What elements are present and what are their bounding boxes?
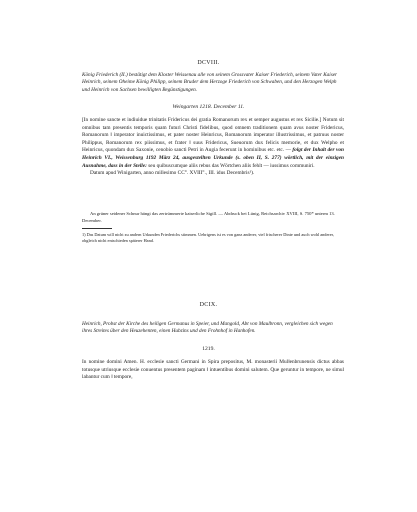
body-text-editorial: folgt der Inhalt der von Heinrich VI., Weissenburg 1192 März 24, ausgestellten Urkunde (s. oben II, S. 277) wörtlich, mit der einzigen Ausnahme, dass in der Stelle:: [82, 147, 344, 169]
document-body: [82, 117, 344, 178]
footnote: 1) Das Datum will nicht zu andern Urkunden Friederichs stimmen. Uebrigens ist es von ganz anderer, viel frischerer Dinte und auch wohl anderer, obgleich nicht entschieden späterer Hand.: [82, 232, 335, 243]
body-datum: Datum apud Winigarten, anno millesimo CC°. XVIII°., III. idus Decembris¹).: [90, 170, 255, 177]
document-date-2: 1219.: [202, 346, 215, 352]
seal-note: An grüner seidener Schnur hängt das zertrümmerte kaiserliche Sigill. — Abdruck bei Lünig, Reichsarchiv XVIII, S. 750* unterm 13. December.: [82, 211, 335, 223]
document-number-2: DCIX.: [199, 302, 218, 308]
document-number: DCVIII.: [197, 60, 220, 66]
document-body-2: In nomine domini Amen. H. ecclesie sancti Germani in Spira prepositus, M. monasterii Mulǁenbrunensis dictus abbas totusque utriusque ecclesie conuentus presentem paginam ǁ intuentibus domini salutem. Que geruntur in tempore, ne simul labantur cum ǁ tempore,: [82, 359, 344, 381]
document-summary: König Friederich (II.) bestätigt dem Kloster Weissenau alle von seinem Grossvater Kaiser Friederich, seinem Vater Kaiser Heinrich, seinem Oheime König Philipp, seinem Bruder dem Herzoge Friederich von Schwaben, und den Herzogen Welph und Heinrich von Sachsen bewilligten Begünstigungen.: [82, 72, 338, 93]
body-text-latin-end: seu quibuscumque aliis rebus das Wörtchen aliis fehlt — iussimus communiri.: [148, 162, 315, 169]
body-text-latin: [In nomine sancte et indiuidue trinitatis Fridericus dei gratia Romanorum rex et semper augustus et rex Sicilie.] Notum sit omnibus tam presentis temporis quam futuri Christi fidelibus, quod omnem traditionem quam avus noster Fridericus, Romanorum ǁ imperator inuictissimus, et pater noster Heinricus, Romanorum imperator illustrissimus, et patruus noster Philippus, Romanorum rex piissimus, et frater ǁ suus Fridericus, Sueuorum dux felicis memorie, et dux Welpho et Heinricus, quondam dux Saxonie, cenobio sancti Petri in Augia fecerunt in hominibus etc. etc. —: [82, 117, 344, 154]
document-summary-2: Heinrich, Probst der Kirche des heiligen Germanus in Speier, und Mangold, Abt von Maulbronn, vergleichen sich wegen ihres Streites über den Heuzehenten, einen Hubzins und den Frohnhof in Hanhofen.: [82, 321, 333, 335]
document-date: Weingarten 1218. December 11.: [172, 104, 245, 110]
footnote-rule: [82, 228, 112, 229]
